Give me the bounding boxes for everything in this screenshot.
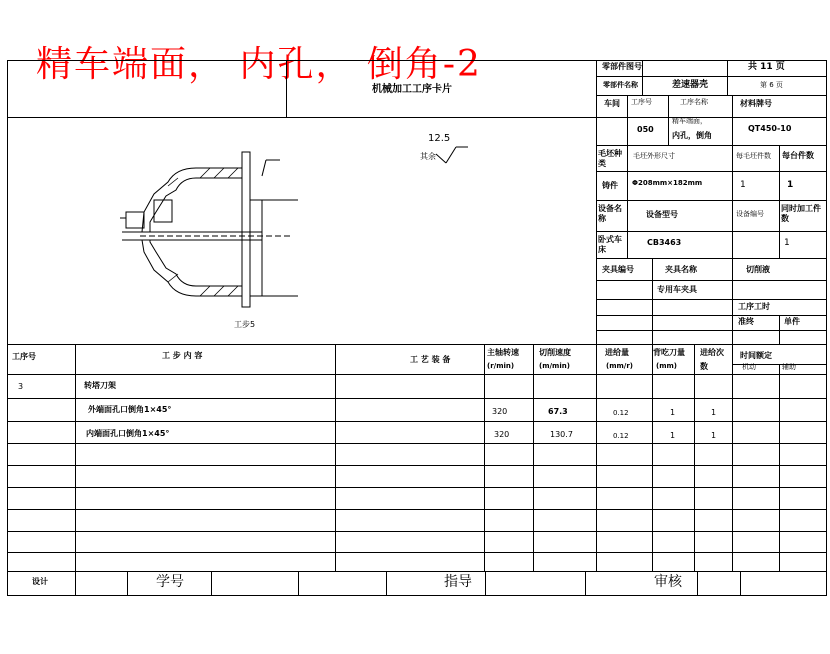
th-content: 工 步 内 容 bbox=[162, 351, 203, 360]
th-speed: 主轴转速 bbox=[487, 348, 519, 357]
coolant-label: 切削液 bbox=[746, 265, 770, 274]
th-cut-speed: 切削速度 bbox=[539, 348, 571, 357]
footer-review: 审核 bbox=[654, 574, 682, 590]
part-name-value: 差速器壳 bbox=[672, 80, 709, 90]
footer-advisor: 指导 bbox=[444, 574, 472, 590]
equipment-name-label: 设备名称 bbox=[598, 204, 622, 223]
fixture-name: 专用车夹具 bbox=[657, 285, 697, 294]
th-passes: 进给次 bbox=[700, 348, 724, 357]
th-passes-unit: 数 bbox=[700, 362, 708, 371]
th-feed-unit: (mm/r) bbox=[606, 362, 633, 370]
row-depth: 1 bbox=[670, 408, 676, 417]
part-name-label: 零部件名称 bbox=[603, 81, 638, 89]
op-name-line2: 内孔，倒角 bbox=[672, 131, 712, 140]
roughness-value: 12.5 bbox=[428, 133, 451, 144]
simul-count: 1 bbox=[784, 238, 790, 248]
row-cut-speed: 67.3 bbox=[548, 407, 568, 416]
overlay-title: 精车端面， 内孔， 倒角-2 bbox=[36, 44, 482, 85]
blank-type: 铸件 bbox=[602, 181, 618, 190]
th-step-no: 工序号 bbox=[12, 352, 36, 361]
th-equipment: 工 艺 装 备 bbox=[410, 355, 451, 364]
unit-label: 单件 bbox=[784, 317, 800, 326]
roughness-note: 其余 bbox=[420, 152, 436, 161]
row-feed: 0.12 bbox=[613, 432, 629, 440]
equipment-model: CB3463 bbox=[647, 238, 682, 247]
parts-per-label: 每台件数 bbox=[782, 151, 814, 160]
blanks-per-label: 每毛坯件数 bbox=[736, 152, 771, 160]
row-passes: 1 bbox=[711, 431, 717, 440]
fixture-name-label: 夹具名称 bbox=[665, 265, 697, 274]
equipment-name: 卧式车床 bbox=[598, 235, 622, 254]
row-speed: 320 bbox=[492, 407, 508, 416]
hours-label: 工序工时 bbox=[738, 302, 770, 311]
row-step-no: 3 bbox=[18, 382, 24, 391]
workshop-label: 车间 bbox=[604, 99, 620, 108]
blank-type-label: 毛坯种类 bbox=[598, 149, 622, 168]
total-pages: 共 11 页 bbox=[748, 62, 785, 72]
material-value: QT450-10 bbox=[748, 124, 792, 133]
op-no: 050 bbox=[637, 125, 654, 134]
th-feed: 进给量 bbox=[605, 348, 629, 357]
th-time-a: 机动 bbox=[742, 363, 756, 371]
blanks-per: 1 bbox=[740, 180, 746, 190]
th-depth-unit: (mm) bbox=[656, 362, 677, 370]
th-cut-speed-unit: (m/min) bbox=[539, 362, 570, 370]
th-depth: 背吃刀量 bbox=[653, 348, 685, 357]
footer-student-no: 学号 bbox=[156, 574, 184, 590]
row-passes: 1 bbox=[711, 408, 717, 417]
quasi-label: 准终 bbox=[738, 317, 754, 326]
row-content: 外端面孔口倒角1×45° bbox=[88, 405, 172, 414]
th-time: 时间额定 bbox=[740, 351, 772, 360]
blank-size: Φ208mm×182mm bbox=[632, 179, 703, 187]
equipment-model-label: 设备型号 bbox=[646, 210, 678, 219]
row-speed: 320 bbox=[494, 430, 510, 439]
op-no-label: 工序号 bbox=[631, 98, 652, 106]
op-name-line1: 精车端面， bbox=[672, 117, 707, 125]
row-depth: 1 bbox=[670, 431, 676, 440]
footer-design: 设计 bbox=[32, 577, 48, 586]
th-speed-unit: (r/min) bbox=[487, 362, 515, 370]
material-label: 材料牌号 bbox=[740, 99, 772, 108]
row-content: 内端面孔口倒角1×45° bbox=[86, 429, 170, 438]
fixture-no-label: 夹具编号 bbox=[602, 265, 634, 274]
simul-label: 同时加工件数 bbox=[781, 204, 821, 223]
page-no: 第 6 页 bbox=[760, 81, 783, 89]
th-time-b: 辅助 bbox=[782, 363, 796, 371]
card-title: 机械加工工序卡片 bbox=[372, 84, 452, 95]
row-content: 转塔刀架 bbox=[84, 381, 116, 390]
part-number-label: 零部件图号 bbox=[602, 62, 642, 71]
step-label: 工步5 bbox=[234, 320, 256, 329]
op-name-label: 工序名称 bbox=[680, 98, 708, 106]
row-cut-speed: 130.7 bbox=[550, 430, 573, 439]
equipment-no-label: 设备编号 bbox=[736, 210, 764, 218]
parts-per: 1 bbox=[787, 180, 794, 190]
blank-size-label: 毛坯外形尺寸 bbox=[633, 152, 675, 160]
row-feed: 0.12 bbox=[613, 409, 629, 417]
